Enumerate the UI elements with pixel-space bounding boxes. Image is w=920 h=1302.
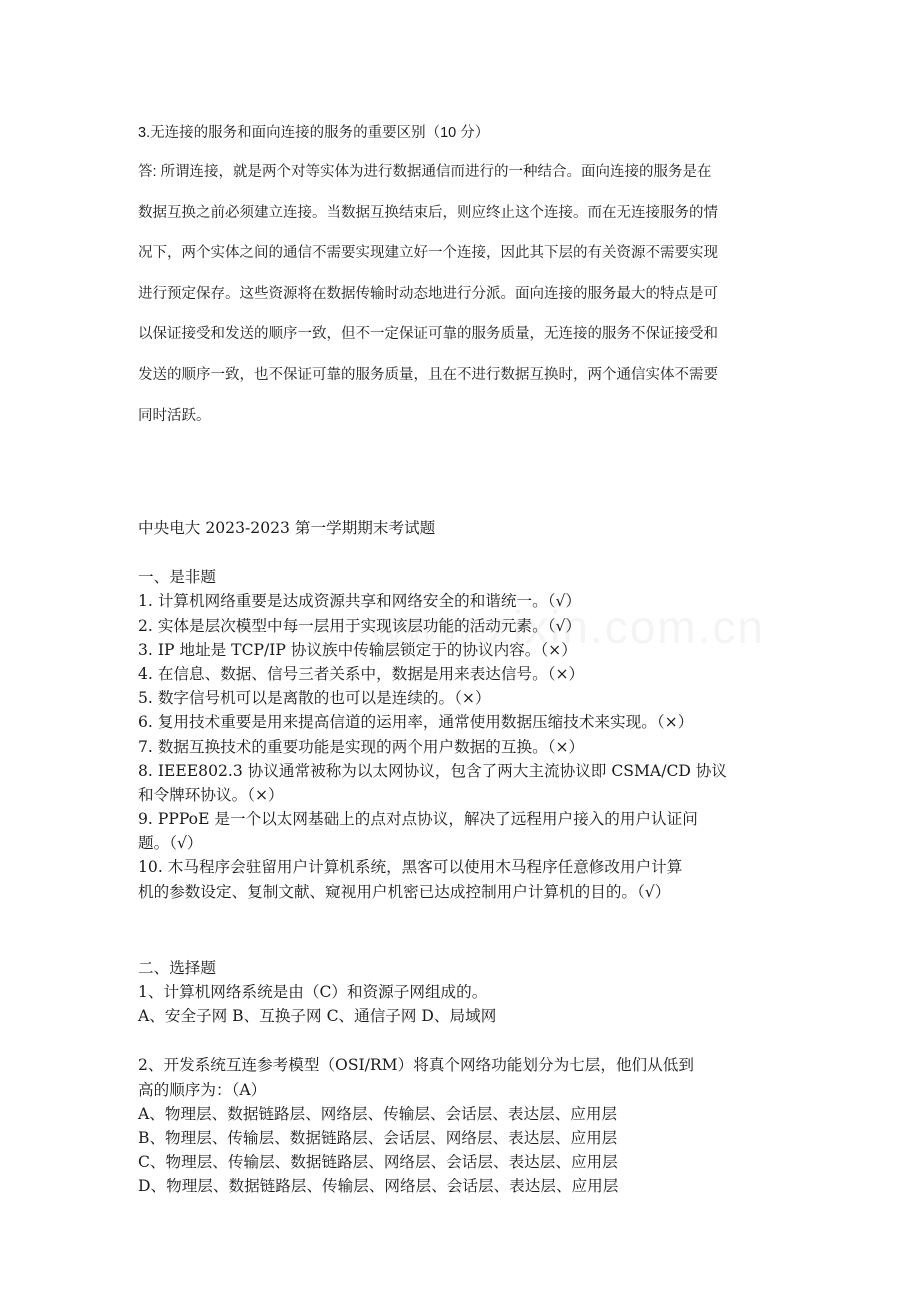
answer-line: 答: 所谓连接，就是两个对等实体为进行数据通信而进行的一种结合。面向连接的服务是在 bbox=[138, 164, 712, 180]
answer-line: 以保证接受和发送的顺序一致，但不一定保证可靠的服务质量，无连接的服务不保证接受和 bbox=[138, 326, 718, 343]
choice-option: B、物理层、传输层、数据链路层、会话层、网络层、表达层、应用层 bbox=[138, 1128, 618, 1147]
true-false-item: 题。（√） bbox=[138, 834, 203, 853]
true-false-item: 机的参数设定、复制文献、窥视用户机密已达成控制用户计算机的目的。（√） bbox=[138, 882, 671, 901]
question-3-title: 3.无连接的服务和面向连接的服务的重要区别（10 分） bbox=[138, 125, 490, 141]
true-false-item: 10. 木马程序会驻留用户计算机系统，黑客可以使用木马程序任意修改用户计算 bbox=[138, 858, 683, 877]
true-false-item: 2. 实体是层次模型中每一层用于实现该层功能的活动元素。（√） bbox=[138, 616, 582, 635]
true-false-item: 4. 在信息、数据、信号三者关系中，数据是用来表达信号。（×） bbox=[138, 664, 585, 683]
answer-line: 数据互换之前必须建立连接。当数据互换结束后，则应终止这个连接。而在无连接服务的情 bbox=[138, 204, 718, 221]
answer-line: 同时活跃。 bbox=[138, 407, 211, 424]
true-false-item: 和令牌环协议。（×） bbox=[138, 785, 284, 804]
choice-option: A、物理层、数据链路层、网络层、传输层、会话层、表达层、应用层 bbox=[138, 1104, 618, 1123]
answer-line: 发送的顺序一致，也不保证可靠的服务质量，且在不进行数据互换时，两个通信实体不需要 bbox=[138, 366, 718, 383]
question-3-answer bbox=[138, 160, 788, 444]
choice-question-2: 高的顺序为：（A） bbox=[138, 1080, 267, 1099]
choice-option: D、物理层、数据链路层、传输层、网络层、会话层、表达层、应用层 bbox=[138, 1177, 619, 1196]
true-false-item: 5. 数字信号机可以是离散的也可以是连续的。（×） bbox=[138, 689, 491, 708]
true-false-item: 6. 复用技术重要是用来提高信道的运用率，通常使用数据压缩技术来实现。（×） bbox=[138, 713, 694, 732]
section-2-heading: 二、选择题 bbox=[138, 958, 216, 977]
choice-option: C、物理层、传输层、数据链路层、网络层、会话层、表达层、应用层 bbox=[138, 1153, 618, 1172]
true-false-item: 8. IEEE802.3 协议通常被称为以太网协议，包含了两大主流协议即 CSMA/CD 协议 bbox=[138, 761, 728, 780]
exam-section bbox=[138, 516, 788, 1199]
choice-question-1-options: A、安全子网 B、互换子网 C、通信子网 D、局域网 bbox=[138, 1007, 497, 1026]
answer-line: 况下，两个实体之间的通信不需要实现建立好一个连接，因此其下层的有关资源不需要实现 bbox=[138, 245, 718, 262]
exam-title: 中央电大 2023-2023 第一学期期末考试题 bbox=[138, 519, 436, 537]
choice-question-1: 1、计算机网络系统是由（C）和资源子网组成的。 bbox=[138, 983, 488, 1001]
true-false-item: 3. IP 地址是 TCP/IP 协议族中传输层锁定于的协议内容。（×） bbox=[138, 640, 577, 659]
true-false-item: 9. PPPoE 是一个以太网基础上的点对点协议，解决了远程用户接入的用户认证问 bbox=[138, 810, 698, 829]
true-false-item: 7. 数据互换技术的重要功能是实现的两个用户数据的互换。（×） bbox=[138, 737, 585, 756]
answer-line: 进行预定保存。这些资源将在数据传输时动态地进行分派。面向连接的服务最大的特点是可 bbox=[138, 285, 718, 302]
section-1-heading: 一、是非题 bbox=[138, 568, 216, 587]
choice-question-2: 2、开发系统互连参考模型（OSI/RM）将真个网络功能划分为七层，他们从低到 bbox=[138, 1056, 694, 1075]
true-false-item: 1. 计算机网络重要是达成资源共享和网络安全的和谐统一。（√） bbox=[138, 592, 582, 611]
